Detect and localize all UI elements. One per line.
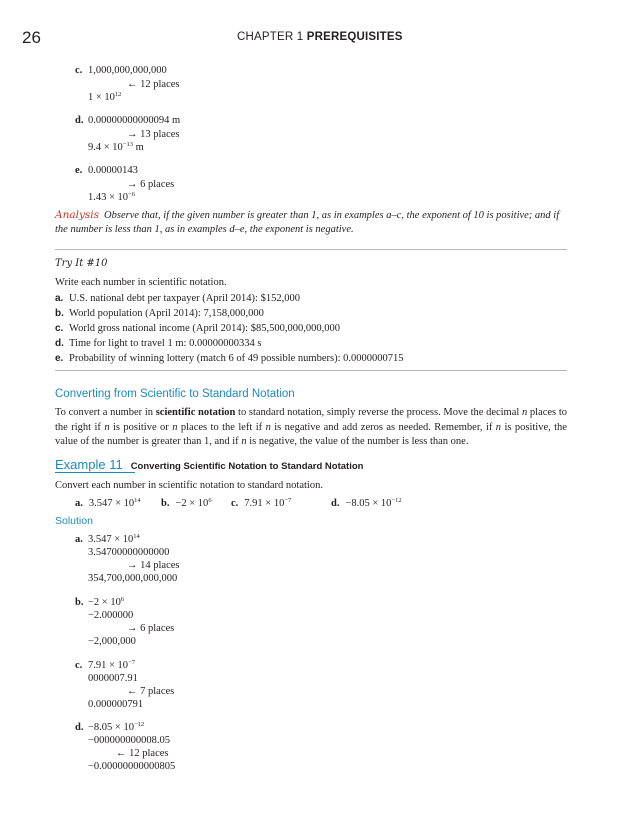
result-base: 9.4 × 10 [88, 142, 123, 153]
solution-expression [88, 659, 135, 672]
problem-label: a. [75, 498, 83, 509]
solution-step: −2.000000 [88, 610, 134, 621]
try-it-title: Try It #10 [55, 258, 108, 269]
try-it-item [55, 337, 261, 350]
example-number: 0.00000143 [88, 165, 138, 176]
divider-bottom [55, 370, 567, 371]
solution-result: −2,000,000 [88, 636, 136, 647]
para-bold-term: scientific notation [155, 407, 236, 418]
example-result [88, 141, 144, 154]
para-var: n [172, 421, 178, 433]
item-text: World population (April 2014): 7,158,000,000 [69, 308, 264, 319]
solution-item-label: a. [75, 534, 83, 545]
solution-expression [88, 596, 124, 609]
para-var: n [241, 436, 247, 447]
problem-exponent: −12 [391, 497, 402, 504]
shift-arrow: → 13 places [127, 129, 180, 140]
result-exponent: −6 [128, 191, 135, 198]
item-text: Probability of winning lottery (match 6 of 49 possible numbers): 0.0000000715 [69, 353, 404, 364]
result-exponent: −13 [122, 141, 133, 148]
shift-arrow: ← 7 places [127, 686, 175, 697]
result-exponent: 12 [114, 91, 122, 98]
try-it-intro: Write each number in scientific notation. [55, 277, 227, 288]
chapter-title: PREREQUISITES [306, 31, 403, 43]
item-text: Time for light to travel 1 m: 0.00000000334 s [69, 338, 262, 349]
problem-label: d. [331, 498, 340, 509]
problem-base: 3.547 × 10 [88, 498, 135, 509]
problem-base: 7.91 × 10 [244, 498, 285, 509]
para-text: places to the right if [55, 407, 567, 433]
para-text: is negative and add zeros as needed. Remember, if [270, 421, 496, 433]
result-unit: m [132, 142, 144, 153]
shift-arrow: ← 12 places [116, 748, 169, 759]
para-var: n [495, 421, 502, 433]
try-it-item [55, 322, 340, 335]
para-var: n [521, 407, 528, 418]
result-base: 1.43 × 10 [88, 192, 129, 203]
item-text: U.S. national debt per taxpayer (April 2014): $152,000 [69, 293, 300, 304]
solution-step: −000000000008.05 [88, 735, 171, 746]
example-label: d. [75, 115, 84, 126]
solution-base: −2 × 10 [88, 597, 121, 608]
chapter-prefix: CHAPTER 1 [237, 31, 307, 43]
analysis-tag: Analysis [55, 209, 100, 221]
solution-exponent: 14 [133, 533, 140, 540]
problem-label: c. [231, 498, 239, 509]
analysis-text: Observe that, if the given number is greater than 1, as in examples a–c, the exponent of 10 is positive; and if the number is less than 1, as in examples d–e, the exponent is negative. [55, 210, 560, 235]
shift-arrow: → 14 places [127, 560, 180, 571]
para-text: to standard notation, simply reverse the process. Move the decimal [235, 407, 522, 418]
para-text: is negative, the value of the number is less than one. [246, 436, 469, 447]
problem-exponent: −7 [284, 497, 292, 504]
solution-label: Solution [55, 515, 93, 527]
try-it-item [55, 307, 264, 320]
solution-item-label: b. [75, 597, 84, 608]
solution-base: −8.05 × 10 [88, 722, 134, 733]
item-text: World gross national income (April 2014): $85,500,000,000,000 [69, 323, 340, 334]
example-label: c. [75, 65, 83, 76]
example-number: 0.00000000000094 m [88, 115, 181, 126]
problem-d [331, 497, 402, 510]
para-text: is positive or [109, 421, 173, 433]
item-label: b. [55, 308, 64, 319]
section-paragraph [55, 406, 567, 450]
solution-exponent: 6 [120, 596, 125, 603]
example-label: e. [75, 165, 83, 176]
problem-base: −2 × 10 [175, 498, 209, 509]
example-underline [55, 472, 135, 473]
solution-item-label: d. [75, 722, 84, 733]
analysis-note [55, 209, 570, 236]
problem-b [161, 497, 212, 510]
para-var: n [265, 421, 271, 433]
solution-result: 0.000000791 [88, 699, 144, 710]
section-title: Converting from Scientific to Standard Notation [55, 388, 295, 400]
solution-result: −0.00000000000805 [88, 761, 176, 772]
problem-c [231, 497, 291, 510]
try-it-item [55, 292, 300, 305]
problem-exponent: 14 [134, 497, 141, 504]
solution-base: 3.547 × 10 [88, 534, 134, 545]
problem-exponent: 6 [208, 497, 212, 504]
solution-item-label: c. [75, 660, 83, 671]
item-label: c. [55, 323, 64, 334]
problem-a [75, 497, 141, 510]
example-result [88, 91, 121, 104]
example-number-label: Example 11 [55, 457, 123, 472]
try-it-item [55, 352, 404, 365]
chapter-header [237, 31, 403, 43]
solution-result: 354,700,000,000,000 [88, 573, 178, 584]
shift-arrow: → 6 places [127, 179, 175, 190]
problem-label: b. [161, 498, 170, 509]
example-title: Converting Scientific Notation to Standard Notation [130, 461, 364, 472]
solution-exponent: −12 [133, 721, 145, 728]
shift-arrow: → 6 places [127, 623, 175, 634]
shift-arrow: ← 12 places [127, 79, 180, 90]
example-number: 1,000,000,000,000 [88, 65, 167, 76]
page-number: 26 [22, 28, 41, 47]
item-label: d. [55, 338, 64, 349]
item-label: a. [55, 293, 64, 304]
example-result [88, 191, 135, 204]
solution-exponent: −7 [128, 659, 135, 666]
example-prompt: Convert each number in scientific notation to standard notation. [55, 480, 323, 491]
para-text: is positive, the value of the number is greater than 1, and if [55, 421, 567, 447]
para-text: To convert a number in [55, 407, 156, 418]
para-var: n [104, 421, 110, 433]
solution-expression [88, 533, 140, 546]
item-label: e. [55, 353, 64, 364]
solution-expression [88, 721, 144, 734]
result-base: 1 × 10 [88, 92, 115, 103]
solution-base: 7.91 × 10 [88, 660, 129, 671]
solution-step: 0000007.91 [88, 673, 138, 684]
solution-step: 3.54700000000000 [88, 547, 170, 558]
problem-base: −8.05 × 10 [345, 498, 392, 509]
para-text: places to the left if [177, 421, 266, 433]
divider-top [55, 249, 567, 250]
